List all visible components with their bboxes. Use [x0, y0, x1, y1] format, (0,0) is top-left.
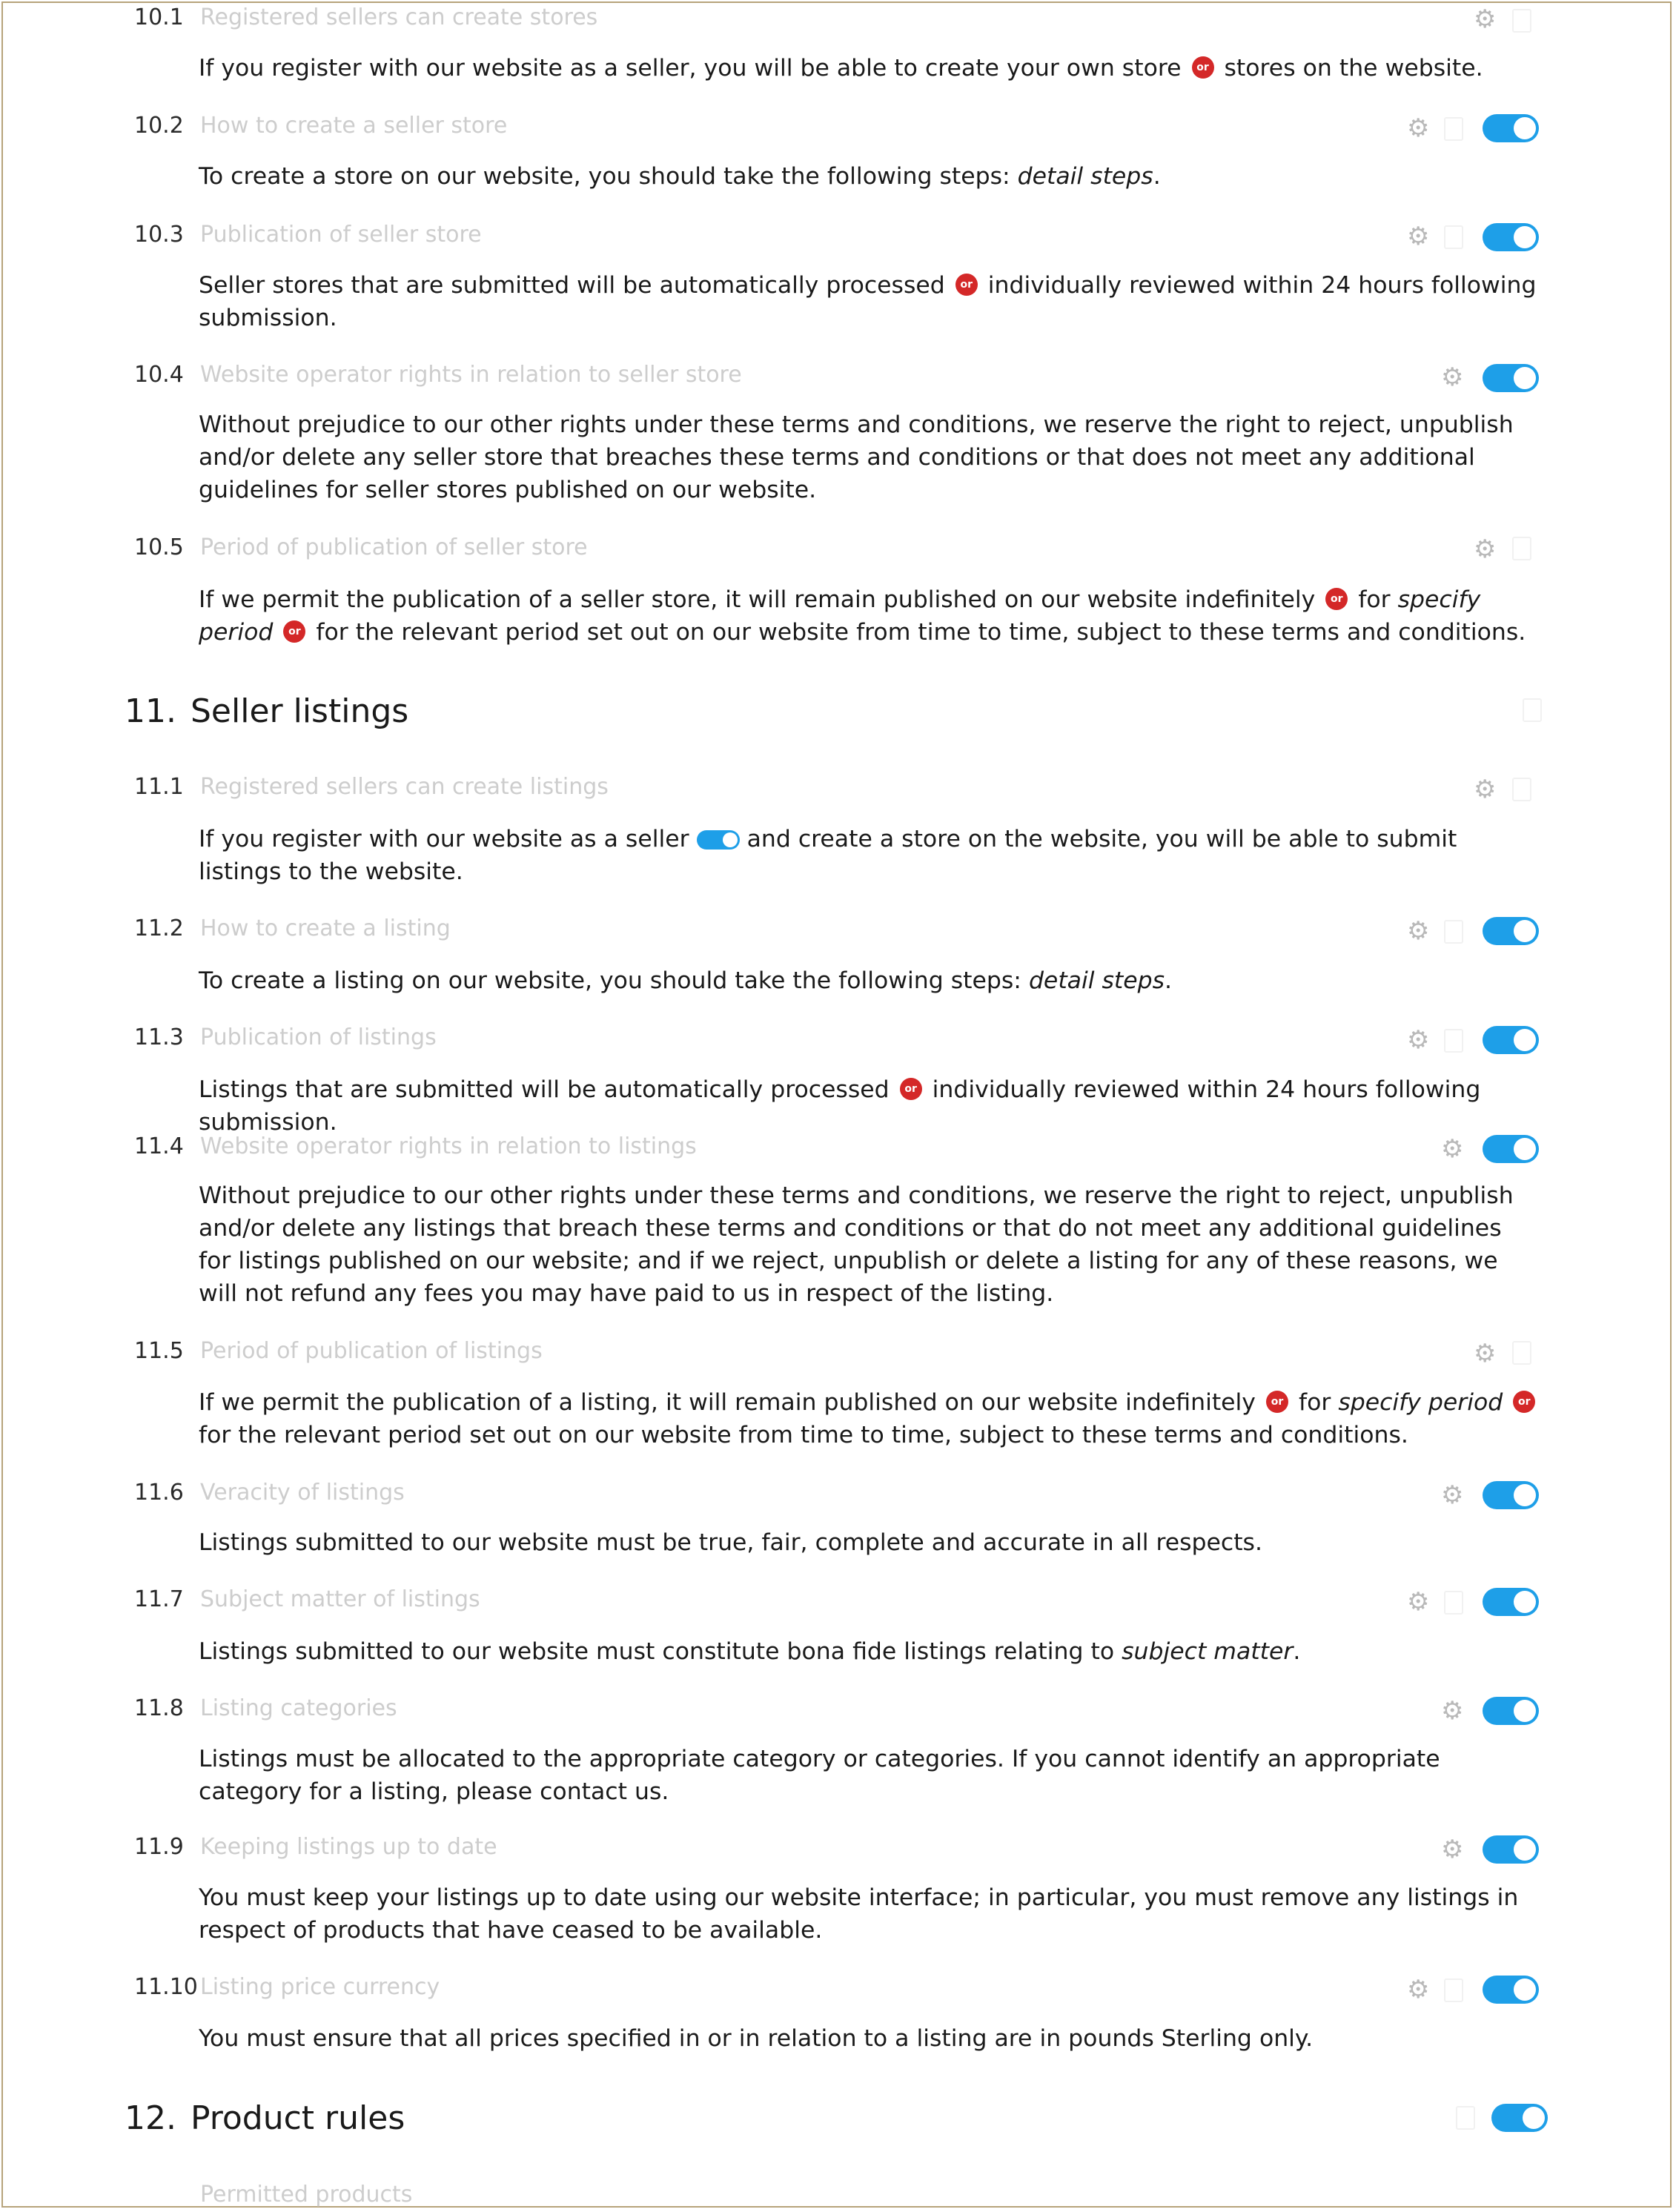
clause-text: If we permit the publication of a listing, it will remain published on our website indefinitely: [199, 1389, 1256, 1416]
clause-body: You must ensure that all prices specified in or in relation to a listing are in pounds Sterling only.: [199, 2025, 1314, 2052]
placeholder-icon: [1444, 117, 1463, 141]
clause-text: individually reviewed within 24 hours following submission.: [199, 1076, 1481, 1136]
gear-icon[interactable]: ⚙: [1441, 1480, 1464, 1510]
clause-text: To create a listing on our website, you should take the following steps:: [199, 967, 1029, 994]
clause-body: [199, 1635, 1540, 1668]
or-badge[interactable]: or: [900, 1078, 922, 1100]
gear-icon[interactable]: ⚙: [1441, 1134, 1464, 1164]
clause-text: stores on the website.: [1224, 55, 1483, 82]
section-title: Product rules: [191, 2099, 405, 2137]
clause-title: How to create a seller store: [200, 113, 508, 139]
gear-icon[interactable]: ⚙: [1474, 1339, 1497, 1368]
placeholder-icon: [1512, 778, 1531, 801]
placeholder-text[interactable]: detail steps: [1028, 967, 1165, 994]
clause-body: Without prejudice to our other rights under these terms and conditions, we reserve the right to reject, unpublish and/or delete any seller store that breaches these terms and conditions or that does not meet any additional guidelines for seller stores published on our website.: [199, 411, 1514, 503]
clause-text: for: [1358, 586, 1398, 613]
clause-number: 10.5: [134, 534, 184, 560]
placeholder-icon: [1444, 1591, 1463, 1615]
clause-text: .: [1165, 967, 1173, 994]
or-badge[interactable]: or: [283, 620, 305, 643]
clause-title: Registered sellers can create listings: [200, 774, 609, 800]
or-badge[interactable]: or: [1325, 588, 1348, 610]
clause-title: Website operator rights in relation to listings: [200, 1133, 697, 1159]
clause-toggle[interactable]: [1483, 1835, 1539, 1864]
clause-text: for the relevant period set out on our website from time to time, subject to these terms and conditions.: [316, 619, 1526, 646]
placeholder-text[interactable]: specify period: [1338, 1389, 1503, 1416]
clause-title: Period of publication of seller store: [200, 534, 588, 560]
gear-icon[interactable]: ⚙: [1441, 1835, 1464, 1864]
clause-body: [199, 823, 1540, 888]
clause-text: If you register with our website as a seller: [199, 826, 689, 852]
clause-number: 11.9: [134, 1834, 184, 1860]
clause-title: Publication of seller store: [200, 222, 482, 248]
clause-text: .: [1293, 1638, 1301, 1665]
clause-text: individually reviewed within 24 hours following submission.: [199, 272, 1537, 331]
section-title: Seller listings: [191, 692, 409, 730]
inline-toggle[interactable]: [697, 830, 740, 850]
clause-toggle[interactable]: [1483, 114, 1539, 142]
clause-title: Veracity of listings: [200, 1480, 405, 1506]
clause-toggle[interactable]: [1483, 1481, 1539, 1509]
gear-icon[interactable]: ⚙: [1407, 113, 1430, 143]
gear-icon[interactable]: ⚙: [1474, 775, 1497, 804]
placeholder-icon: [1444, 920, 1463, 944]
gear-icon[interactable]: ⚙: [1407, 1975, 1430, 2004]
clause-toggle[interactable]: [1483, 1588, 1539, 1616]
clause-body: [199, 269, 1540, 334]
clause-text: for: [1298, 1389, 1339, 1416]
clause-text: If you register with our website as a seller, you will be able to create your own store: [199, 55, 1182, 82]
clause-number: 11.3: [134, 1024, 184, 1050]
placeholder-icon: [1444, 1978, 1463, 2002]
clause-text: for the relevant period set out on our website from time to time, subject to these terms and conditions.: [199, 1422, 1408, 1448]
gear-icon[interactable]: ⚙: [1474, 534, 1497, 564]
clause-text: and create a store on the website, you will be able to submit listings to the website.: [199, 826, 1457, 885]
placeholder-icon: [1512, 9, 1531, 33]
clause-title: Keeping listings up to date: [200, 1834, 497, 1860]
clause-toggle[interactable]: [1483, 1026, 1539, 1054]
clause-number: 11.4: [134, 1133, 184, 1159]
placeholder-text[interactable]: specify period: [199, 586, 1481, 646]
clause-title: Registered sellers can create stores: [200, 4, 598, 30]
clause-text: Seller stores that are submitted will be automatically processed: [199, 272, 945, 299]
clause-title: Permitted products: [200, 2182, 413, 2208]
or-badge[interactable]: or: [1192, 56, 1214, 79]
placeholder-icon: [1512, 1341, 1531, 1365]
placeholder-text[interactable]: detail steps: [1017, 163, 1153, 190]
clause-body: Listings must be allocated to the appropriate category or categories. If you cannot identify an appropriate category for a listing, please contact us.: [199, 1746, 1440, 1805]
clause-body: [199, 160, 1540, 193]
clause-text: To create a store on our website, you should take the following steps:: [199, 163, 1018, 190]
clause-number: 11.10: [134, 1974, 198, 2000]
clause-toggle[interactable]: [1483, 917, 1539, 945]
clause-body: [199, 583, 1540, 649]
placeholder-text[interactable]: subject matter: [1122, 1638, 1294, 1665]
clause-number: 10.4: [134, 362, 184, 388]
placeholder-icon: [1512, 537, 1531, 560]
clause-body: [199, 964, 1540, 997]
clause-text: .: [1153, 163, 1161, 190]
clause-title: Listing price currency: [200, 1974, 440, 2000]
clause-text: Listings submitted to our website must constitute bona fide listings relating to: [199, 1638, 1122, 1665]
clause-toggle[interactable]: [1483, 223, 1539, 251]
or-badge[interactable]: or: [1266, 1391, 1288, 1413]
clause-number: 11.5: [134, 1338, 184, 1364]
or-badge[interactable]: or: [955, 274, 978, 296]
clause-toggle[interactable]: [1483, 1135, 1539, 1163]
clause-toggle[interactable]: [1483, 1697, 1539, 1725]
clause-body: Without prejudice to our other rights under these terms and conditions, we reserve the right to reject, unpublish and/or delete any listings that breach these terms and conditions or that do not meet any additional guidelines for listings published on our website; and if we reject, unpublish or delete a listing for any of these reasons, we will not refund any fees you may have paid to us in respect of the listing.: [199, 1182, 1514, 1307]
clause-title: Subject matter of listings: [200, 1586, 480, 1612]
gear-icon[interactable]: ⚙: [1441, 362, 1464, 392]
clause-title: Publication of listings: [200, 1024, 437, 1050]
clause-number: 10.3: [134, 222, 184, 248]
gear-icon[interactable]: ⚙: [1407, 1587, 1430, 1617]
clause-title: Website operator rights in relation to seller store: [200, 362, 742, 388]
or-badge[interactable]: or: [1513, 1391, 1535, 1413]
clause-title: How to create a listing: [200, 915, 451, 941]
section-toggle[interactable]: [1491, 2104, 1548, 2132]
gear-icon[interactable]: ⚙: [1407, 916, 1430, 946]
clause-body: Listings submitted to our website must be true, fair, complete and accurate in all respects.: [199, 1529, 1262, 1556]
placeholder-icon: [1523, 698, 1542, 722]
clause-title: Period of publication of listings: [200, 1338, 543, 1364]
clause-body: [199, 1073, 1555, 1139]
section-number: 12.: [125, 2099, 176, 2137]
gear-icon[interactable]: ⚙: [1441, 1696, 1464, 1726]
clause-number: 11.2: [134, 915, 184, 941]
clause-number: 11.1: [134, 774, 184, 800]
clause-body: You must keep your listings up to date using our website interface; in particular, you must remove any listings in respect of products that have ceased to be available.: [199, 1884, 1519, 1944]
placeholder-icon: [1444, 225, 1463, 249]
clause-text: Listings that are submitted will be automatically processed: [199, 1076, 890, 1103]
clause-toggle[interactable]: [1483, 1976, 1539, 2004]
section-number: 11.: [125, 692, 176, 730]
clause-title: Listing categories: [200, 1695, 397, 1721]
clause-number: 11.6: [134, 1480, 184, 1506]
placeholder-icon: [1444, 1029, 1463, 1053]
gear-icon[interactable]: ⚙: [1474, 4, 1497, 34]
clause-body: [199, 1386, 1540, 1451]
clause-body: [199, 52, 1540, 85]
placeholder-icon: [1456, 2106, 1475, 2130]
clause-text: If we permit the publication of a seller store, it will remain published on our website indefinitely: [199, 586, 1316, 613]
clause-number: 11.7: [134, 1586, 184, 1612]
gear-icon[interactable]: ⚙: [1407, 1025, 1430, 1055]
clause-number: 11.8: [134, 1695, 184, 1721]
clause-toggle[interactable]: [1483, 364, 1539, 392]
clause-number: 10.2: [134, 113, 184, 139]
clause-number: 10.1: [134, 4, 184, 30]
gear-icon[interactable]: ⚙: [1407, 222, 1430, 251]
